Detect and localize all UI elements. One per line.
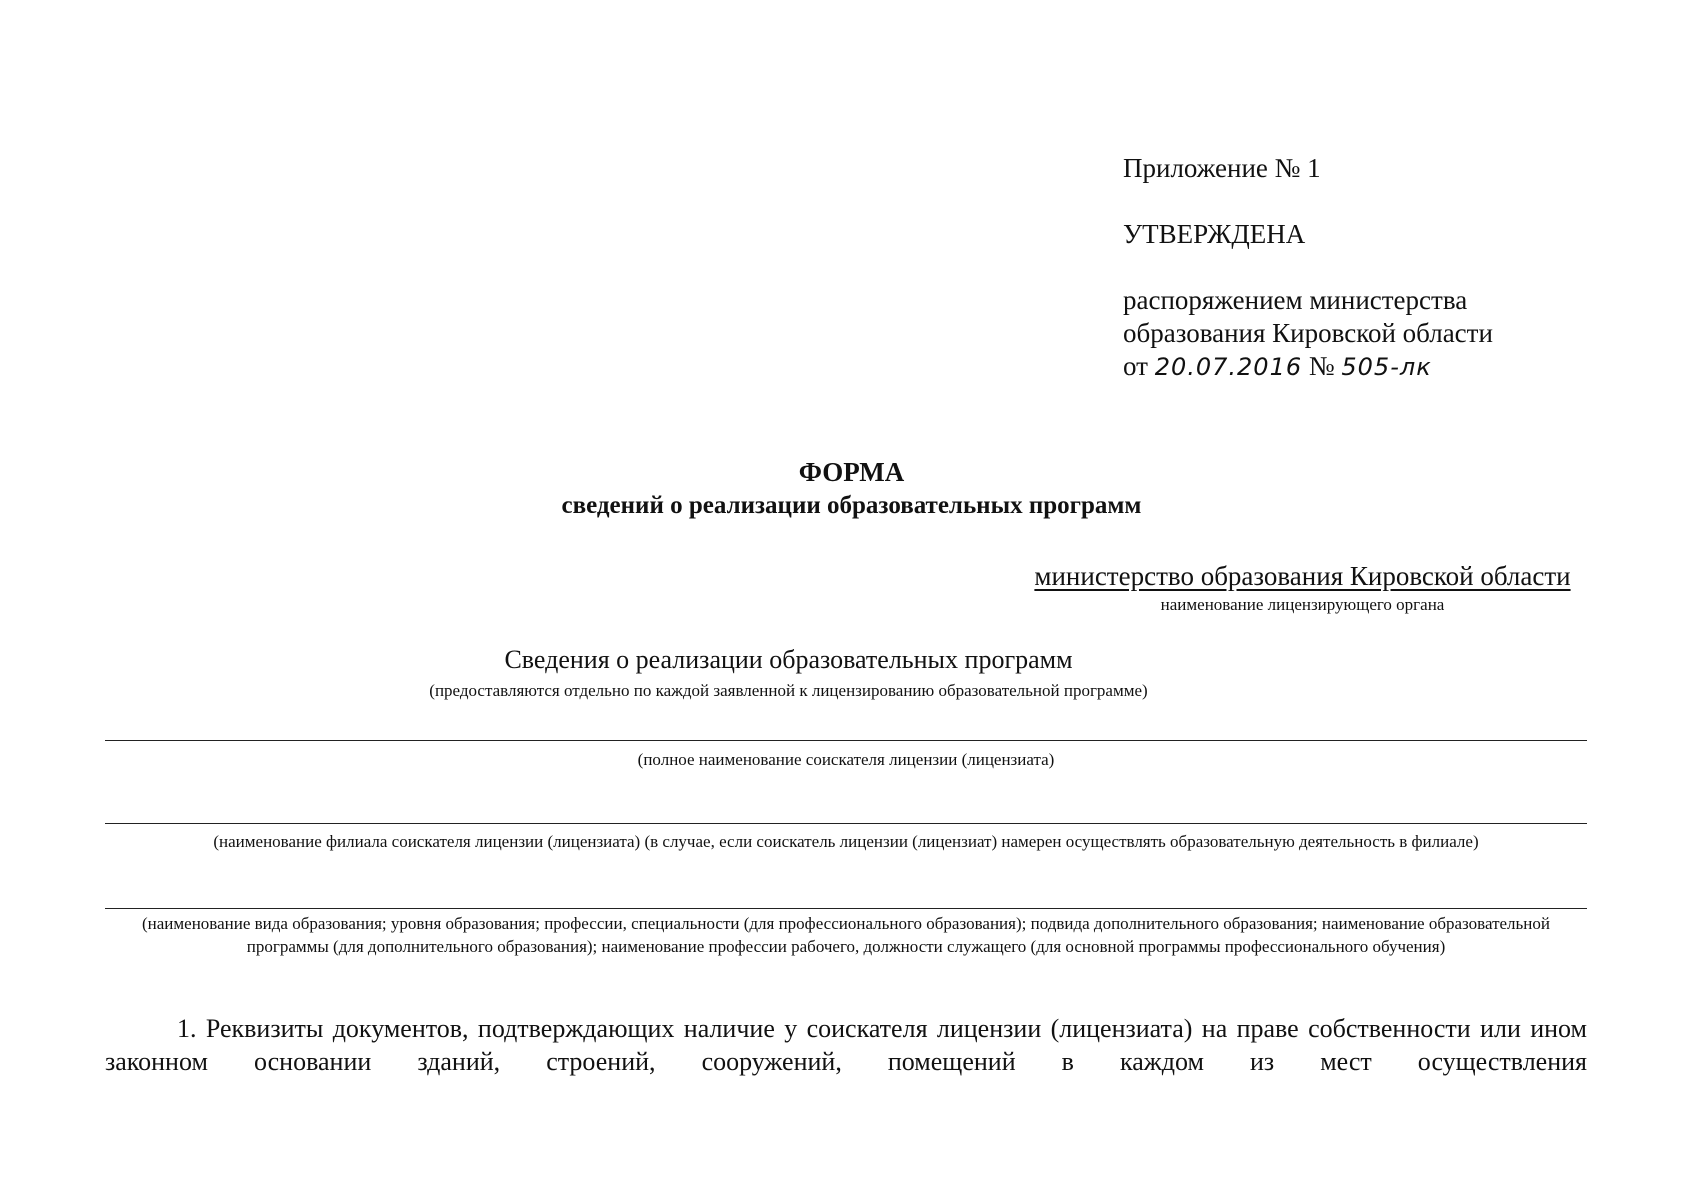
approved-label: УТВЕРЖДЕНА xyxy=(1123,219,1306,249)
order-date-number-line xyxy=(1123,350,1432,384)
form-title: ФОРМА xyxy=(798,457,905,487)
program-name-line[interactable] xyxy=(105,908,1587,909)
branch-name-caption: (наименование филиала соискателя лицензии (лицензиата) (в случае, если соискатель лицензии (лицензиат) намерен осуществлять образовательную деятельность в филиале) xyxy=(213,832,1479,851)
info-title: Сведения о реализации образовательных программ xyxy=(504,645,1073,674)
handwritten-order-date: 20.07.2016 xyxy=(1154,353,1303,381)
order-line: распоряжением министерства xyxy=(1123,285,1468,315)
licensing-authority-caption: наименование лицензирующего органа xyxy=(1160,595,1445,614)
order-number-sign: № xyxy=(1308,351,1335,381)
licensing-authority-name: министерство образования Кировской области xyxy=(1034,561,1571,591)
info-subtitle: (предоставляются отдельно по каждой заявленной к лицензированию образовательной программе) xyxy=(429,681,1148,700)
form-subtitle: сведений о реализации образовательных программ xyxy=(561,492,1142,519)
branch-name-line[interactable] xyxy=(105,823,1587,824)
appendix-title: Приложение № 1 xyxy=(1123,153,1321,183)
order-prefix: от xyxy=(1123,351,1148,381)
applicant-name-line[interactable] xyxy=(105,740,1587,741)
applicant-name-caption: (полное наименование соискателя лицензии (лицензиата) xyxy=(637,750,1055,769)
program-name-caption: (наименование вида образования; уровня образования; профессии, специальности (для профессионального образования); подвида дополнительного образования; наименование образовательной программы (для дополнительного образования); наименование профессии рабочего, должности служащего (для основной программы профессионального обучения) xyxy=(142,914,1550,956)
order-line: образования Кировской области xyxy=(1123,318,1493,348)
handwritten-order-number: 505-лк xyxy=(1341,353,1432,381)
body-paragraph: 1. Реквизиты документов, подтверждающих наличие у соискателя лицензии (лицензиата) на праве собственности или ином законном основании зданий, строений, сооружений, помещений в каждом из мест осуществления xyxy=(105,1014,1587,1076)
